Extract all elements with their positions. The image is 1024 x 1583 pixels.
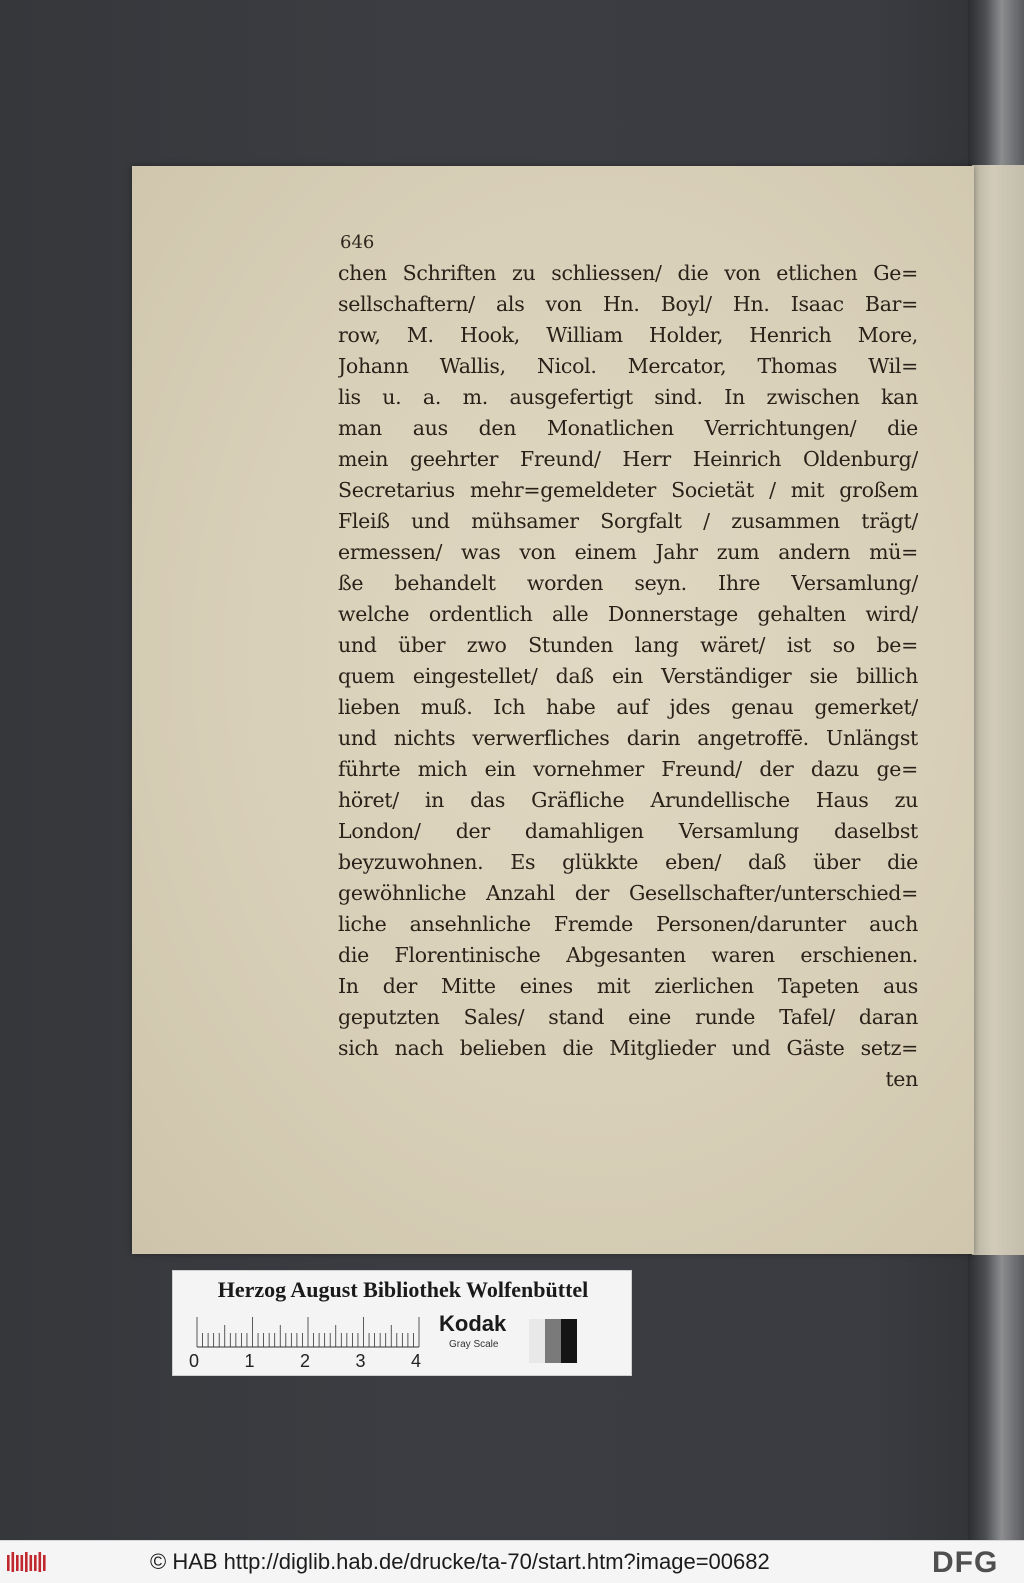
text-line: sich nach belieben die Mitglieder und Gäste setz= bbox=[338, 1036, 918, 1060]
ruler-number: 2 bbox=[300, 1351, 311, 1371]
text-line: man aus den Monatlichen Verrichtungen/ die bbox=[338, 416, 918, 440]
hab-logo-icon bbox=[6, 1550, 48, 1574]
text-line: geputzten Sales/ stand eine runde Tafel/ daran bbox=[338, 1005, 918, 1029]
text-line: ermessen/ was von einem Jahr zum andern mü= bbox=[338, 540, 918, 564]
hab-logo-bar bbox=[25, 1552, 28, 1572]
text-line: liche ansehnliche Fremde Personen/darunter auch bbox=[338, 912, 918, 936]
text-line: und über zwo Stunden lang wäret/ ist so be= bbox=[338, 633, 918, 657]
ruler-number: 1 bbox=[244, 1351, 255, 1371]
text-line: beyzuwohnen. Es glükkte eben/ daß über die bbox=[338, 850, 918, 874]
gray-patch-white bbox=[529, 1319, 545, 1363]
hab-logo-bar bbox=[43, 1555, 46, 1571]
text-line: quem eingestellet/ daß ein Verständiger sie billich bbox=[338, 664, 918, 688]
text-line: lieben muß. Ich habe auf jdes genau gemerket/ bbox=[338, 695, 918, 719]
ruler-number: 3 bbox=[355, 1351, 366, 1371]
text-line: führte mich ein vornehmer Freund/ der dazu ge= bbox=[338, 757, 918, 781]
text-line: ten bbox=[885, 1067, 918, 1091]
text-line: chen Schriften zu schliessen/ die von etlichen Ge= bbox=[338, 261, 918, 285]
text-line: gewöhnliche Anzahl der Gesellschafter/unterschied= bbox=[338, 881, 918, 905]
text-line: Johann Wallis, Nicol. Mercator, Thomas Wil= bbox=[338, 354, 918, 378]
hab-logo-bar bbox=[34, 1555, 37, 1571]
gray-scale-patches bbox=[529, 1319, 577, 1363]
page-text bbox=[338, 258, 918, 1095]
ruler-number: 0 bbox=[189, 1351, 200, 1371]
footer-bar bbox=[0, 1540, 1024, 1583]
text-line: Secretarius mehr=gemeldeter Societät / mit großem bbox=[338, 478, 918, 502]
hab-logo-bar bbox=[30, 1555, 33, 1571]
library-name: Herzog August Bibliothek Wolfenbüttel bbox=[217, 1277, 589, 1302]
text-line: Fleiß und mühsamer Sorgfalt / zusammen trägt/ bbox=[338, 509, 918, 533]
text-line: lis u. a. m. ausgefertigt sind. In zwischen kan bbox=[338, 385, 918, 409]
text-line: sellschaftern/ als von Hn. Boyl/ Hn. Isaac Bar= bbox=[338, 292, 918, 316]
gray-scale-label: Gray Scale bbox=[449, 1339, 499, 1350]
text-line: row, M. Hook, William Holder, Henrich More, bbox=[338, 323, 918, 347]
kodak-logo: Kodak bbox=[439, 1311, 507, 1336]
text-line: In der Mitte eines mit zierlichen Tapeten aus bbox=[338, 974, 918, 998]
facing-page-edge bbox=[972, 165, 1024, 1255]
text-line: welche ordentlich alle Donnerstage gehalten wird/ bbox=[338, 602, 918, 626]
ruler-scale bbox=[195, 1315, 421, 1349]
text-line: höret/ in das Gräfliche Arundellische Haus zu bbox=[338, 788, 918, 812]
color-calibration-card bbox=[172, 1270, 632, 1376]
text-line: und nichts verwerfliches darin angetroffē. Unlängst bbox=[338, 726, 918, 750]
text-line: die Florentinische Abgesanten waren erschienen. bbox=[338, 943, 918, 967]
hab-logo-bar bbox=[21, 1555, 24, 1571]
gray-patch-black bbox=[561, 1319, 577, 1363]
dfg-logo: DFG bbox=[932, 1546, 999, 1579]
gray-patch-mid bbox=[545, 1319, 561, 1363]
hab-logo-bar bbox=[39, 1552, 42, 1572]
hab-logo-bar bbox=[7, 1555, 10, 1571]
page-number: 646 bbox=[340, 232, 375, 253]
copyright-link[interactable]: © HAB http://diglib.hab.de/drucke/ta-70/start.htm?image=00682 bbox=[150, 1549, 770, 1574]
text-line: London/ der damahligen Versamlung daselbst bbox=[338, 819, 918, 843]
hab-logo-bar bbox=[16, 1555, 19, 1571]
hab-logo-bar bbox=[12, 1552, 15, 1572]
text-line: mein geehrter Freund/ Herr Heinrich Oldenburg/ bbox=[338, 447, 918, 471]
text-line: ße behandelt worden seyn. Ihre Versamlung/ bbox=[338, 571, 918, 595]
ruler-numbers bbox=[189, 1351, 429, 1373]
ruler-number: 4 bbox=[411, 1351, 422, 1371]
